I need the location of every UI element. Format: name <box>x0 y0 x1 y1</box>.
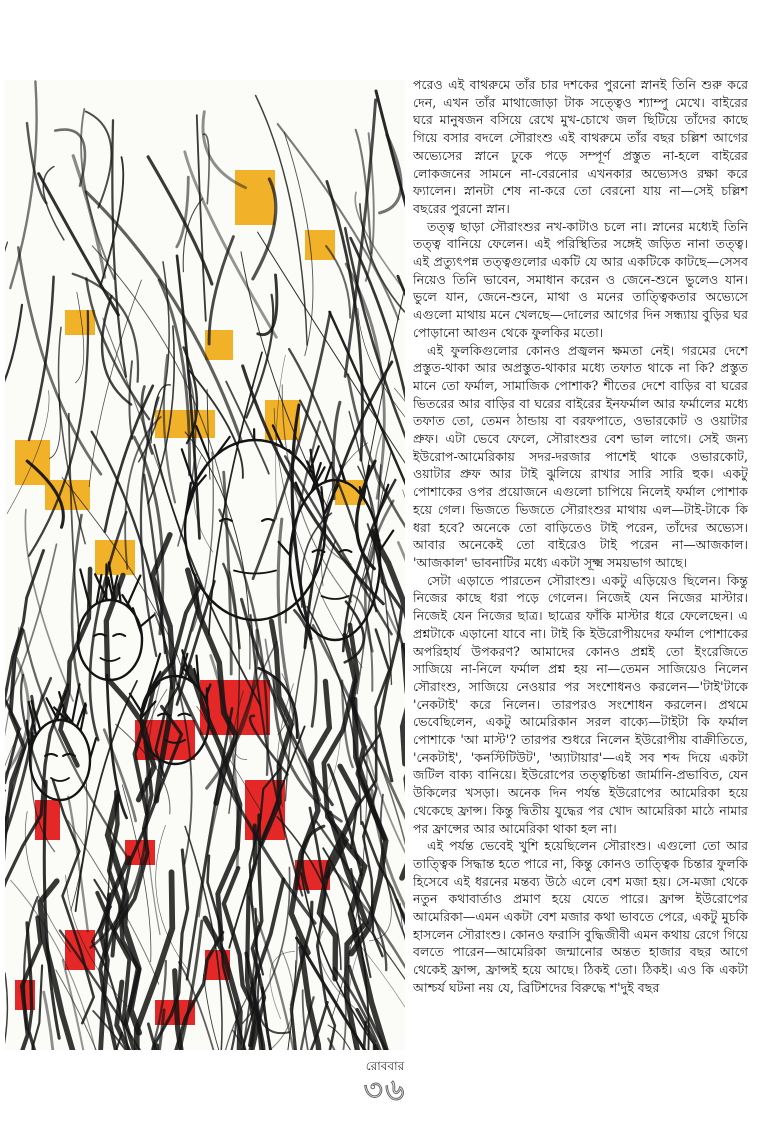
article-paragraph: সেটা এড়াতে পারতেন সৌরাংশু। একটু এড়িয়েও ছিলেন। কিন্তু নিজের কাছে ধরা পড়ে গেলেন। নিজেই যেন নিজের মাস্টার। নিজেই যেন নিজের ছাত্র। ছাত্রের ফাঁকি মাস্টার ধরে ফেলেছেন। এ প্রশ্নটাকে এড়ানো যাবে না। টাই কি ইউরোপীয়দের ফর্মাল পোশাকের অপরিহার্য উপকরণ? আমাদের কোনও প্রশ্নই তো ইংরেজিতে সাজিয়ে না-নিলে ফর্মাল প্রশ্ন হয় না—তেমন সাজিয়েও নিলেন সৌরাংশু, সাজিয়ে নেওয়ার পর সংশোধনও করলেন—'টাই'টাকে 'নেকটাই' করে নিলেন। তারপরও সংশোধন করলেন। প্রথমে ভেবেছিলেন, একটু আমেরিকান সরল বাক্যে—টাইটা কি ফর্মাল পোশাকে 'আ মাস্ট'? তারপর শুধরে নিলেন ইউরোপীয় বাক্রীতিতে, 'নেকটাই', 'কনস্টিটিউট', 'অ্যাটায়ার'—এই সব শব্দ দিয়ে একটা জটিল বাক্য বানিয়ে। ইউরোপের তত্ত্বচিন্তা জার্মানি-প্রভাবিত, যেন উকিলের খসড়া। অনেক দিন পর্যন্ত ইউরোপের আমেরিকা হয়ে থেকেছে ফ্রান্স। কিন্তু দ্বিতীয় যুদ্ধের পর খোদ আমেরিকা মাঠে নামার পর ফ্রান্সের আর আমেরিকা থাকা হল না। <box>413 572 748 836</box>
article-paragraph: এই ফুলকিগুলোর কোনও প্রজ্বলন ক্ষমতা নেই। গরমের দেশে প্রস্তুত-থাকা আর অপ্রস্তুত-থাকার মধ্যে তফাত থাকে না কি? প্রস্তুত মানে তো ফর্মাল, সামাজিক পোশাক? শীতের দেশে বাড়ির বা ঘরের ভিতরের আর বাড়ির বা ঘরের বাইরের ইনফর্মাল আর ফর্মালের মধ্যে তফাত তো, তেমন ঠান্ডায় বা বরফপাতে, ওভারকোট ও ওয়াটার প্রুফ। এটা ভেবে ফেলে, সৌরাংশুর বেশ ভাল লাগে। সেই জন্য ইউরোপ-আমেরিকায় সদর-দরজার পাশেই থাকে ওভারকোট, ওয়াটার প্রুফ আর টাই ঝুলিয়ে রাখার সারি সারি হুক। একটু পোশাকের ওপর প্রয়োজনে এগুলো চাপিয়ে নিলেই ফর্মাল পোশাক হয়ে গেল। ভিজতে ভিজতে সৌরাংশুর মাথায় এল—টাই-টাকে কি ধরা হবে? অনেকে তো বাড়িতেও টাই পরেন, তাঁদের অভ্যেস। আবার অনেকেই তো বাইরেও টাই পরেন না—আজকাল। 'আজকাল' ভাবনাটির মধ্যে একটা সূক্ষ্ম সময়ভাগ আছে। <box>413 342 748 570</box>
article-paragraph: পরেও এই বাথরুমে তাঁর চার দশকের পুরনো স্নানই তিনি শুরু করে দেন, এখন তাঁর মাথাজোড়া টাক সত্ত্বেও শ্যাম্পু মেখে। বাইরের ঘরে মানুষজন বসিয়ে রেখে মুখ-চোখে জল ছিটিয়ে তাঁদের কাছে গিয়ে বসার বদলে সৌরাংশু এই বাথরুমে তাঁর বছর চল্লিশ আগের অভ্যেসের স্নানে ঢুকে পড়ে সম্পূর্ণ প্রস্তুত না-হলে বাইরের লোকজনের সামনে না-বেরনোর এখনকার অভ্যেসও রক্ষা করে ফ্যালেন। স্নানটা শেষ না-করে তো বেরনো যায় না—সেই চল্লিশ বছরের পুরনো স্নান। <box>413 77 748 216</box>
magazine-name: রোববার <box>365 1059 405 1073</box>
illustration-canvas <box>5 80 405 1050</box>
article-paragraph: এই পর্যন্ত ভেবেই খুশি হয়েছিলেন সৌরাংশু। এগুলো তো আর তাত্ত্বিক সিদ্ধান্ত হতে পারে না, কিন্তু কোনও তাত্ত্বিক চিন্তার ফুলকি হিসেবে এই ধরনের মন্তব্য উঠে এলে বেশ মজা হয়। সে-মজা থেকে নতুন কথাবার্তাও প্রমাণ হয়ে যেতে পারে। ফ্রান্স ইউরোপের আমেরিকা—এমন একটা বেশ মজার কথা ভাবতে পেরে, একটু মুচকি হাসলেন সৌরাংশু। কোনও ফরাসি বুদ্ধিজীবী এমন কথায় রেগে গিয়ে বলতে পারেন—আমেরিকা জন্মানোর অন্তত হাজার বছর আগে থেকেই ফ্রান্স, ফ্রান্সই হয়ে আছে। ঠিকই তো। ঠিকই। এও কি একটা আশ্চর্য ঘটনা নয় যে, ব্রিটিশদের বিরুদ্ধে শ'দুই বছর <box>413 838 748 995</box>
article-paragraph: তত্ত্ব ছাড়া সৌরাংশুর নখ-কাটাও চলে না। স্নানের মধ্যেই তিনি তত্ত্ব বানিয়ে ফেলেন। এই পরিস্থিতির সঙ্গেই জড়িত নানা তত্ত্ব। এই প্রত্যুৎপন্ন তত্ত্বগুলোর একটি যে আর একটিকে কাটছে—সেসব নিয়েও তিনি ভাবেন, সমাধান করেন ও জেনে-শুনে ভুলেও যান। ভুলে যান, জেনে-শুনে, মাথা ও মনের তাত্ত্বিকতার অভ্যেসে এগুলো মাথায় মনে খেলছে—দোলের আগের দিন সন্ধ্যায় বুড়ির ঘর পোড়ানো আগুন থেকে ফুলকির মতো। <box>413 218 748 340</box>
sketch-illustration <box>5 80 405 1050</box>
article-body <box>413 76 748 1051</box>
page-number: ৩৬ <box>363 1073 407 1108</box>
